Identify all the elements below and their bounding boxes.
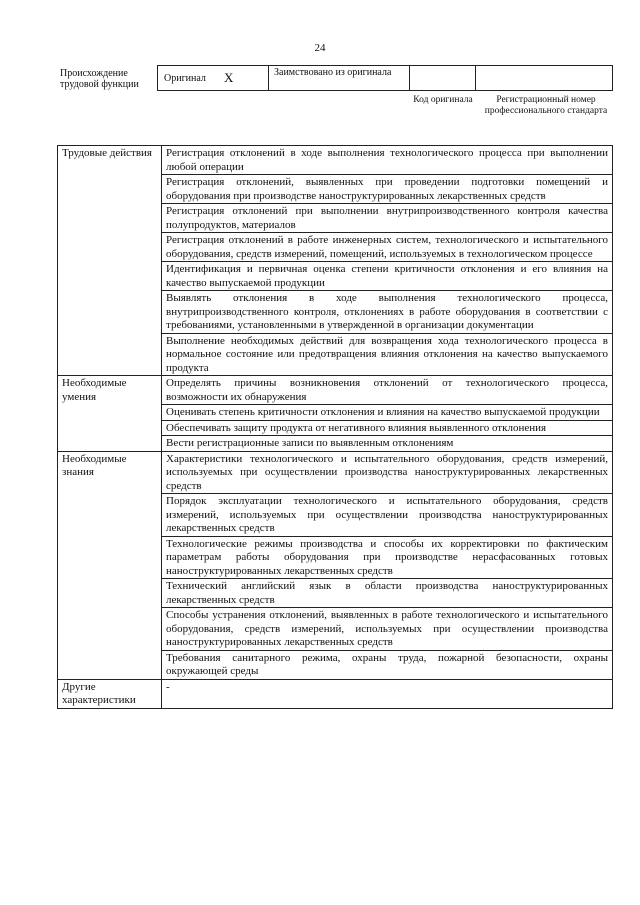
table-row xyxy=(58,146,613,175)
table-row xyxy=(58,451,613,494)
section-item: Требования санитарного режима, охраны труда, пожарной безопасности, охраны окружающей среды xyxy=(162,650,613,679)
reg-number-cell xyxy=(476,66,612,90)
table-row xyxy=(58,376,613,405)
section-title: Другие характеристики xyxy=(58,679,162,708)
code-cell xyxy=(410,66,476,90)
borrowed-cell xyxy=(269,66,410,90)
code-caption: Код оригинала xyxy=(413,95,473,105)
section-item: Порядок эксплуатации технологического и испытательного оборудования, средств измерений, используемых при осуществлении производства наноструктурированных лекарственных средств xyxy=(162,494,613,537)
section-item: Идентификация и первичная оценка степени критичности отклонения и его влияния на качество выпускаемой продукции xyxy=(162,262,613,291)
section-item: Выполнение необходимых действий для возвращения хода технологического процесса в нормальное состояние или предотвращения влияния отклонения на качество выпускаемого продукта xyxy=(162,333,613,376)
section-item: Вести регистрационные записи по выявленным отклонениям xyxy=(162,436,613,452)
original-mark: X xyxy=(224,70,234,85)
section-title: Необходимые знания xyxy=(58,451,162,679)
section-item: Характеристики технологического и испытательного оборудования, средств измерений, используемых при осуществлении производства наноструктурированных лекарственных средств xyxy=(162,451,613,494)
labor-function-table xyxy=(57,145,613,709)
section-title: Необходимые умения xyxy=(58,376,162,452)
original-cell xyxy=(158,66,269,90)
table-row xyxy=(58,679,613,708)
section-item: Технологические режимы производства и способы их корректировки по фактическим параметрам работы оборудования при производстве нерасфасованных готовых наноструктурированных лекарственных средств xyxy=(162,536,613,579)
origin-box xyxy=(157,65,613,91)
section-item: Регистрация отклонений при выполнении внутрипроизводственного контроля качества полупродуктов, материалов xyxy=(162,204,613,233)
section-item: Технический английский язык в области производства наноструктурированных лекарственных средств xyxy=(162,579,613,608)
section-item: Определять причины возникновения отклонений от технологического процесса, возможности их обнаружения xyxy=(162,376,613,405)
section-item: Регистрация отклонений в работе инженерных систем, технологического и испытательного оборудования, средств измерений, помещений, используемых в технологическом процессе xyxy=(162,233,613,262)
section-item: Оценивать степень критичности отклонения и влияния на качество выпускаемой продукции xyxy=(162,405,613,421)
section-item: Регистрация отклонений в ходе выполнения технологического процесса при выполнении любой операции xyxy=(162,146,613,175)
section-item: - xyxy=(162,679,613,708)
page-number: 24 xyxy=(314,42,326,54)
original-label: Оригинал xyxy=(164,73,206,84)
section-item: Регистрация отклонений, выявленных при проведении подготовки помещений и оборудования при производстве наноструктурированных лекарственных средств xyxy=(162,175,613,204)
section-title: Трудовые действия xyxy=(58,146,162,376)
origin-label: Происхождение трудовой функции xyxy=(60,68,139,90)
section-item: Способы устранения отклонений, выявленных в работе технологического и испытательного оборудования, средств измерений, используемых при осуществлении производства наноструктурированных лекарственных средств xyxy=(162,608,613,651)
section-item: Обеспечивать защиту продукта от негативного влияния выявленного отклонения xyxy=(162,420,613,436)
reg-number-caption: Регистрационный номер профессионального стандарта xyxy=(484,95,608,116)
borrowed-label: Заимствовано из оригинала xyxy=(274,67,392,78)
section-item: Выявлять отклонения в ходе выполнения технологического процесса, внутрипроизводственного контроля, отклонениях в работе оборудования в соответствии с требованиями, установленными в утвержденной в организации документации xyxy=(162,291,613,334)
